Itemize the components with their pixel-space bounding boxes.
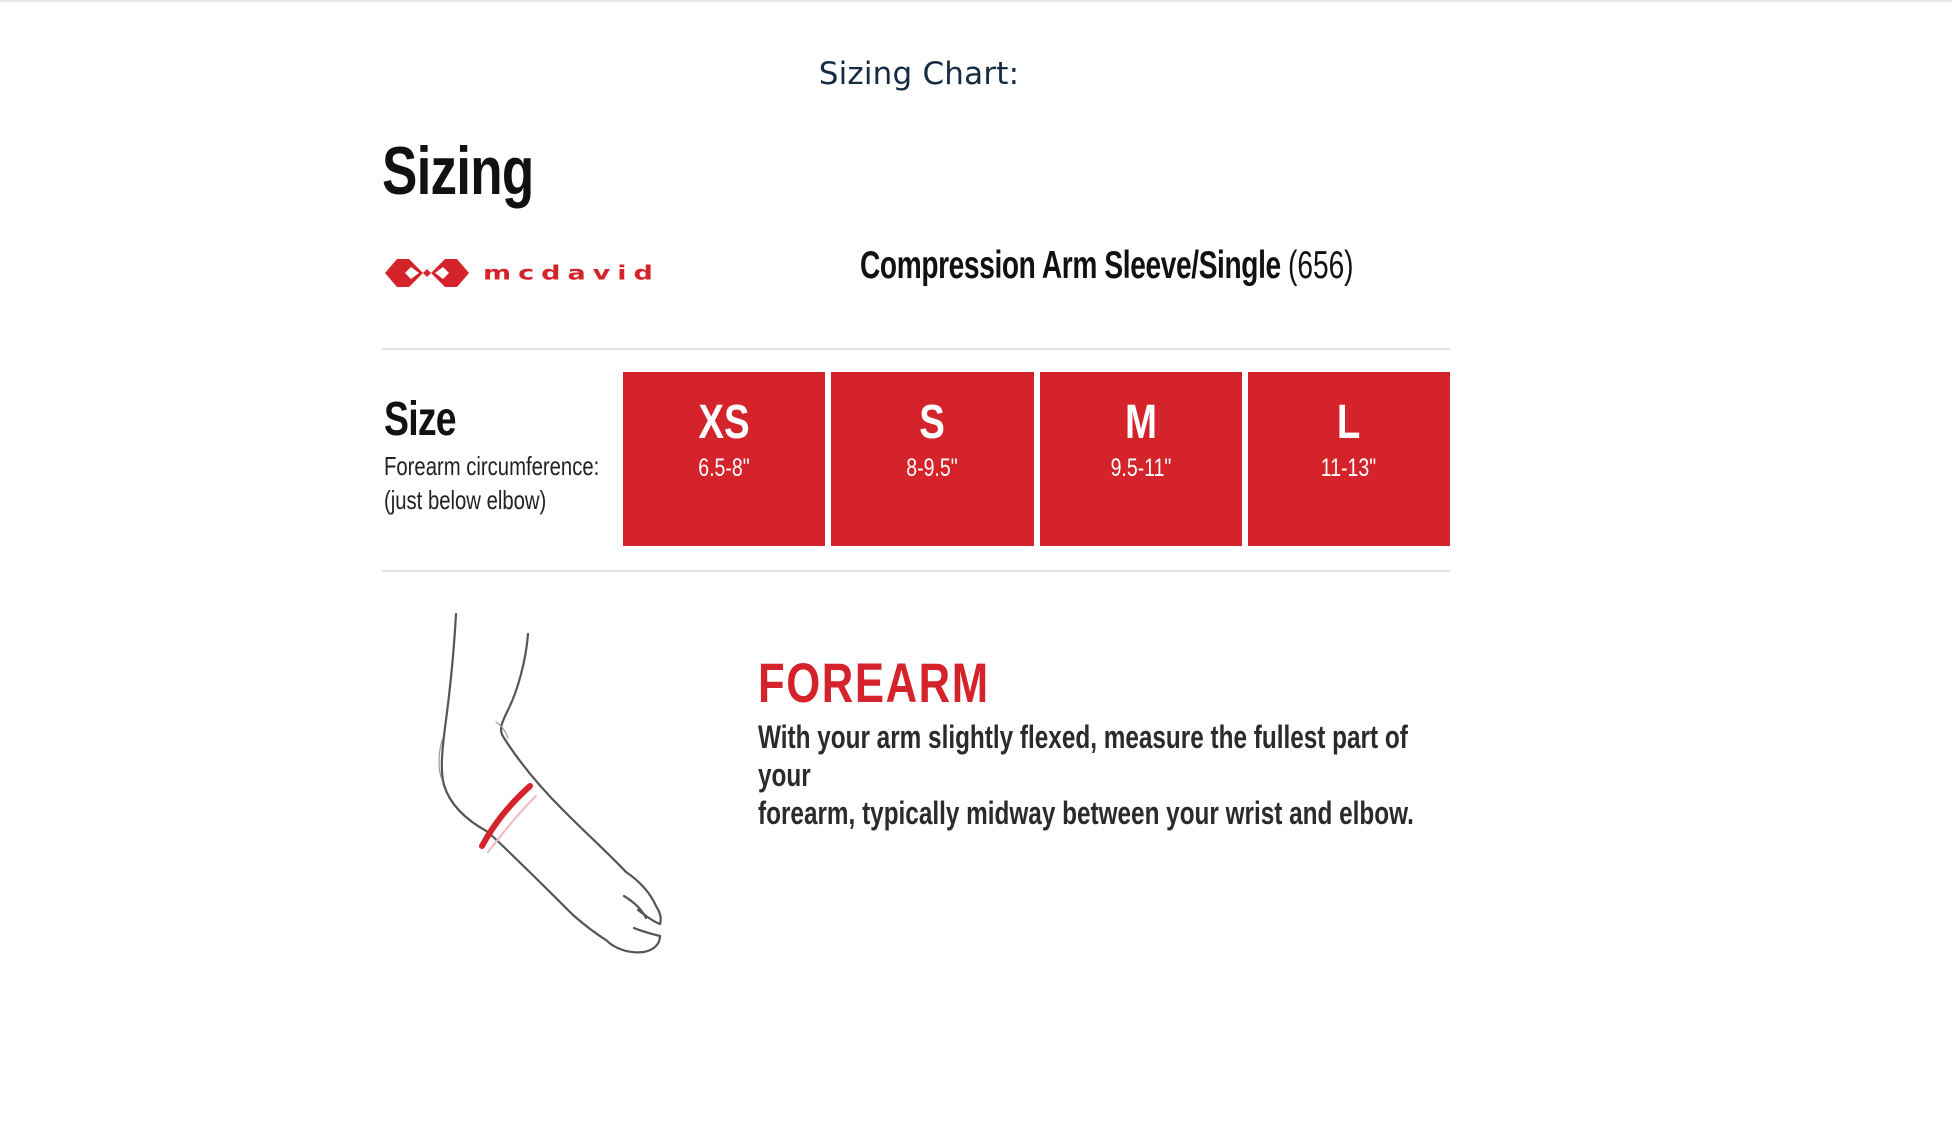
- size-cell-s: [831, 372, 1033, 546]
- size-label: Size: [384, 393, 456, 446]
- size-cells: [623, 372, 1450, 546]
- size-cell-xs: [623, 372, 825, 546]
- size-cell-m: [1040, 372, 1242, 546]
- measure-heading: FOREARM: [758, 651, 990, 714]
- size-code: XS: [698, 396, 750, 449]
- size-label-block: [384, 392, 660, 517]
- size-note: [384, 449, 599, 517]
- product-name: Compression Arm Sleeve/Single: [860, 244, 1281, 287]
- size-range: 11-13": [1321, 454, 1377, 482]
- top-divider: [0, 0, 1952, 2]
- size-range: 6.5-8": [698, 454, 750, 482]
- size-code: M: [1124, 396, 1157, 449]
- sizing-chart-image: [376, 120, 1456, 1000]
- size-range: 9.5-11": [1110, 454, 1172, 482]
- size-note-line2: (just below elbow): [384, 485, 547, 515]
- divider-bottom: [382, 570, 1450, 572]
- size-note-line1: Forearm circumference:: [384, 451, 600, 481]
- measure-line2: forearm, typically midway between your wrist and elbow.: [758, 795, 1414, 831]
- product-title: [860, 244, 1354, 288]
- size-range: 8-9.5": [906, 454, 959, 482]
- size-code: S: [919, 396, 946, 449]
- measure-line1: With your arm slightly flexed, measure the fullest part of your: [758, 719, 1408, 793]
- divider-top: [382, 348, 1450, 350]
- brand-logo: [383, 253, 723, 293]
- product-code: (656): [1287, 244, 1354, 287]
- chart-title: Sizing: [382, 133, 534, 209]
- mcdavid-logo-icon: [383, 253, 471, 293]
- page-heading: Sizing Chart:: [818, 56, 1020, 92]
- measure-instructions: [758, 718, 1442, 832]
- brand-name: mcdavid: [483, 261, 660, 285]
- forearm-measurement-icon: [398, 610, 688, 970]
- size-code: L: [1337, 396, 1361, 449]
- size-cell-l: [1248, 372, 1450, 546]
